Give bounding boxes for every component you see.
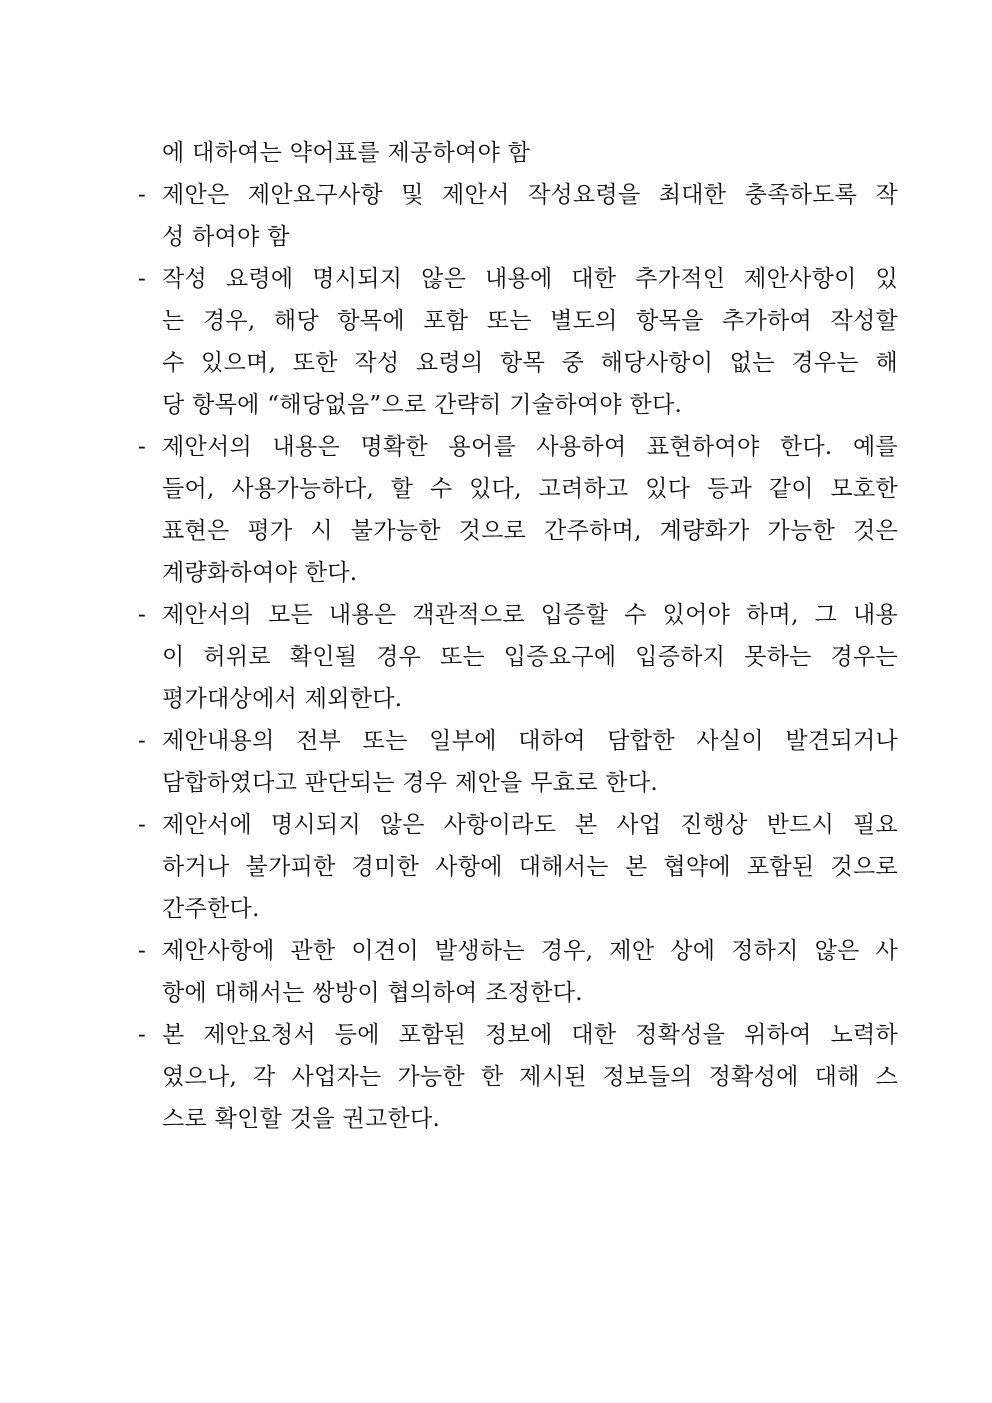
continuation-paragraph [138,132,898,174]
bullet-dash: - [138,812,147,838]
line-text: 제안서의 모든 내용은 객관적으로 입증할 수 있어야 하며, 그 내용 [162,602,898,628]
line-text: 에 대하여는 약어표를 제공하여야 함 [162,140,531,166]
bullet-dash: - [138,266,147,292]
line-text: 제안은 제안요구사항 및 제안서 작성요령을 최대한 충족하도록 작 [162,182,898,208]
bullet-item [138,426,898,594]
text-line [138,216,898,258]
bullet-dash: - [138,728,147,754]
bullet-item [138,720,898,804]
bullet-dash: - [138,602,147,628]
bullet-item [138,804,898,930]
text-line [138,888,898,930]
line-text: 계량화하여야 한다. [162,560,358,586]
line-text: 당 항목에 “해당없음”으로 간략히 기술하여야 한다. [162,392,683,418]
text-line [138,930,898,972]
text-line [138,300,898,342]
text-line [138,510,898,552]
text-line [138,762,898,804]
text-line [138,1056,898,1098]
text-line [138,972,898,1014]
line-text: 작성 요령에 명시되지 않은 내용에 대한 추가적인 제안사항이 있 [162,266,898,292]
text-line [138,594,898,636]
text-line [138,678,898,720]
line-text: 제안서의 내용은 명확한 용어를 사용하여 표현하여야 한다. 예를 [162,434,898,460]
line-text: 제안서에 명시되지 않은 사항이라도 본 사업 진행상 반드시 필요 [162,812,898,838]
text-line [138,342,898,384]
text-line [138,132,898,174]
text-line [138,258,898,300]
line-text: 간주한다. [162,896,260,922]
line-text: 항에 대해서는 쌍방이 협의하여 조정한다. [162,980,583,1006]
text-line [138,468,898,510]
line-text: 였으나, 각 사업자는 가능한 한 제시된 정보들의 정확성에 대해 스 [162,1064,898,1090]
text-line [138,720,898,762]
line-text: 성 하여야 함 [162,224,290,250]
text-line [138,426,898,468]
line-text: 스로 확인할 것을 권고한다. [162,1106,441,1132]
bullet-dash: - [138,182,147,208]
text-line [138,636,898,678]
line-text: 담합하였다고 판단되는 경우 제안을 무효로 한다. [162,770,659,796]
bullet-item [138,594,898,720]
text-line [138,174,898,216]
text-line [138,804,898,846]
document-body [138,132,898,1140]
line-text: 하거나 불가피한 경미한 사항에 대해서는 본 협약에 포함된 것으로 [162,854,898,880]
line-text: 본 제안요청서 등에 포함된 정보에 대한 정확성을 위하여 노력하 [162,1022,898,1048]
text-line [138,846,898,888]
line-text: 평가대상에서 제외한다. [162,686,403,712]
line-text: 수 있으며, 또한 작성 요령의 항목 중 해당사항이 없는 경우는 해 [162,350,898,376]
bullet-item [138,174,898,258]
line-text: 제안사항에 관한 이견이 발생하는 경우, 제안 상에 정하지 않은 사 [162,938,898,964]
bullet-dash: - [138,434,147,460]
line-text: 는 경우, 해당 항목에 포함 또는 별도의 항목을 추가하여 작성할 [162,308,898,334]
line-text: 표현은 평가 시 불가능한 것으로 간주하며, 계량화가 가능한 것은 [162,518,898,544]
bullet-item [138,1014,898,1140]
text-line [138,1014,898,1056]
bullet-item [138,930,898,1014]
text-line [138,1098,898,1140]
bullet-item [138,258,898,426]
line-text: 이 허위로 확인될 경우 또는 입증요구에 입증하지 못하는 경우는 [162,644,898,670]
line-text: 제안내용의 전부 또는 일부에 대하여 담합한 사실이 발견되거나 [162,728,898,754]
bullet-dash: - [138,1022,147,1048]
text-line [138,384,898,426]
bullet-dash: - [138,938,147,964]
line-text: 들어, 사용가능하다, 할 수 있다, 고려하고 있다 등과 같이 모호한 [162,476,898,502]
text-line [138,552,898,594]
